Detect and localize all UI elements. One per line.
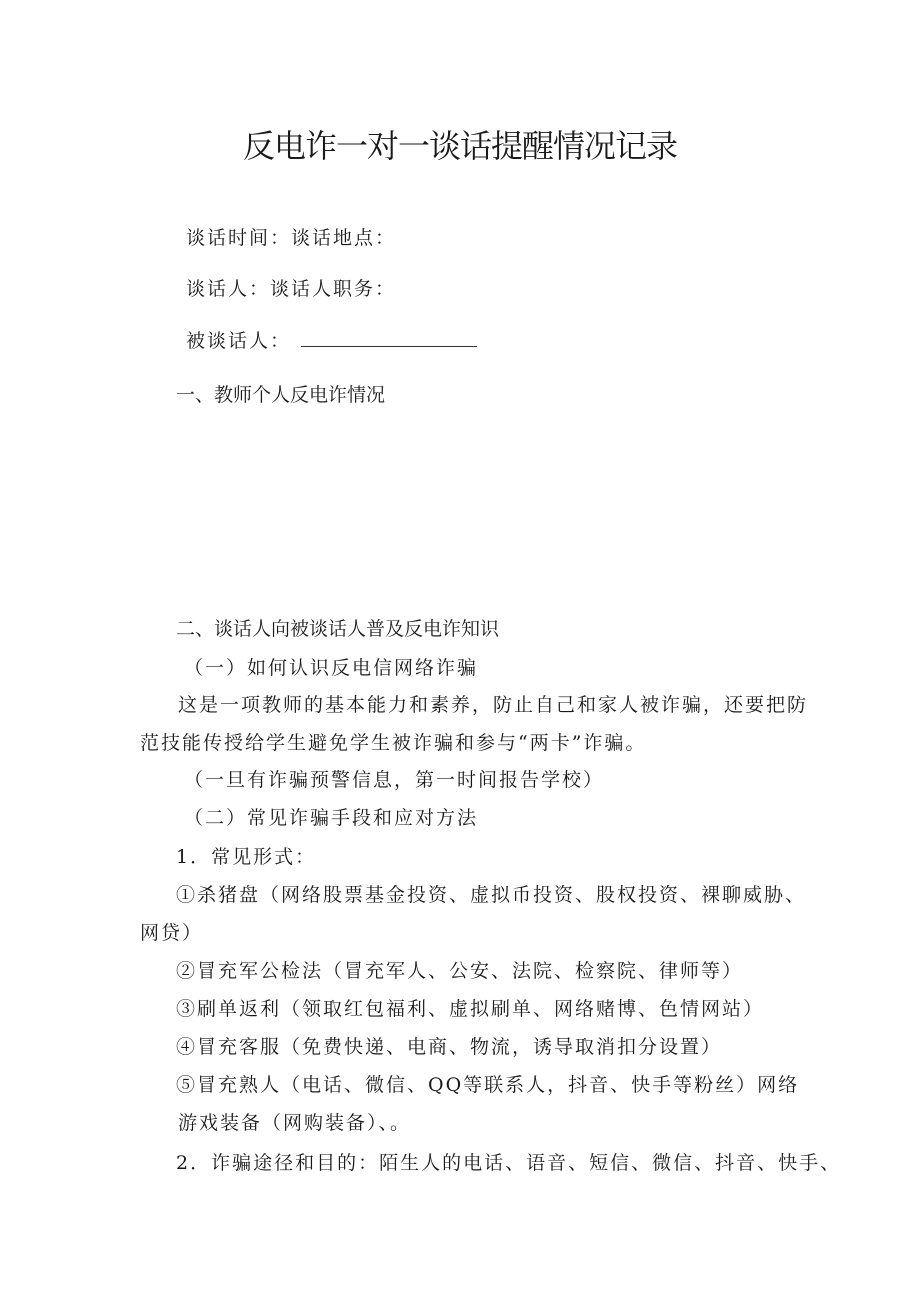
item1-e-line1: ⑤冒充熟人（电话、微信、QQ等联系人，抖音、快手等粉丝）网络 xyxy=(176,1074,800,1096)
section1-heading: 一、教师个人反电诈情况 xyxy=(176,384,386,406)
subsection2-title: （二）常见诈骗手段和应对方法 xyxy=(184,807,479,829)
item1-a-line1: ①杀猪盘（网络股票基金投资、虚拟币投资、股权投资、裸聊威胁、 xyxy=(176,884,807,906)
field-interviewee-row xyxy=(186,328,477,354)
item1-title: 1．常见形式： xyxy=(176,846,317,868)
item1-e-line2: 游戏装备（网购装备）、。 xyxy=(178,1112,412,1134)
field-interviewee-label: 被谈话人： xyxy=(186,330,292,352)
field-time-location: 谈话时间：谈话地点： xyxy=(186,227,397,249)
paragraph1-line1: 这是一项教师的基本能力和素养，防止自己和家人被诈骗，还要把防 xyxy=(178,694,809,716)
field-interviewer-position: 谈话人：谈话人职务： xyxy=(186,278,397,300)
section2-heading: 二、谈话人向被谈话人普及反电诈知识 xyxy=(176,618,500,640)
subsection1-title: （一）如何认识反电信网络诈骗 xyxy=(184,657,479,679)
item2: 2．诈骗途径和目的：陌生人的电话、语音、短信、微信、抖音、快手、 xyxy=(176,1152,842,1174)
item1-a-line2: 网贷） xyxy=(140,922,204,944)
interviewee-blank-line xyxy=(301,328,477,347)
paragraph1-line2: 范技能传授给学生避免学生被诈骗和参与“两卡”诈骗。 xyxy=(140,732,647,754)
paragraph2: （一旦有诈骗预警信息，第一时间报告学校） xyxy=(184,769,605,791)
item1-b: ②冒充军公检法（冒充军人、公安、法院、检察院、律师等） xyxy=(176,960,744,982)
item1-c: ③刷单返利（领取红包福利、虚拟刷单、网络赌博、色情网站） xyxy=(176,998,765,1020)
document-title: 反电诈一对一谈话提醒情况记录 xyxy=(242,127,677,165)
item1-d: ④冒充客服（免费快递、电商、物流，诱导取消扣分设置） xyxy=(176,1036,723,1058)
